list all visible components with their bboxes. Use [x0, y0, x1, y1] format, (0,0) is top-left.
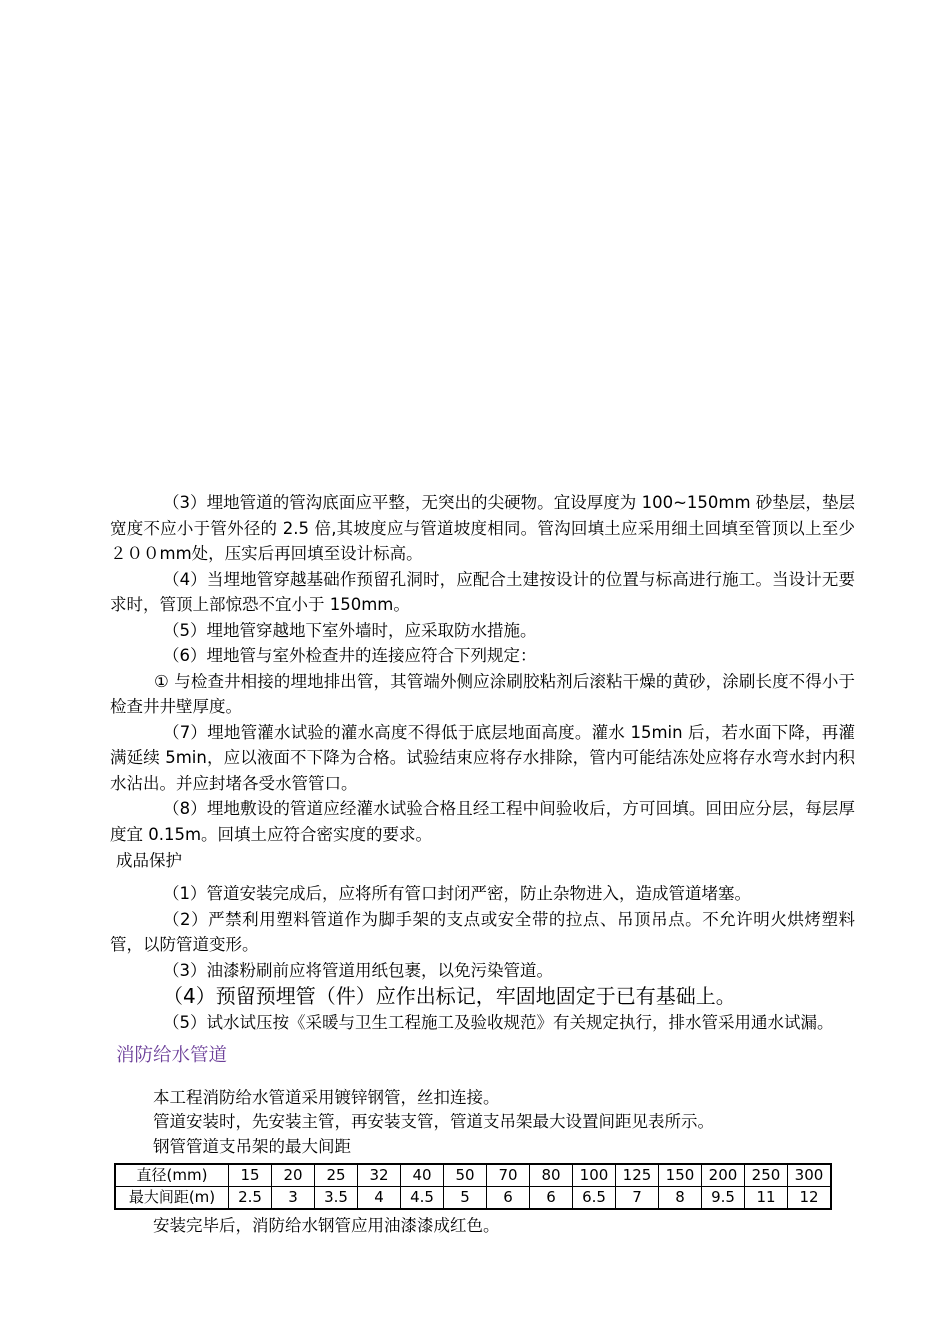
paragraph-8: （8）埋地敷设的管道应经灌水试验合格且经工程中间验收后，方可回填。回田应分层，每层厚度宜 0.15m。回填土应符合密实度的要求。 — [110, 799, 855, 844]
spacing-cell: 7 — [616, 1187, 659, 1210]
diameter-cell: 250 — [745, 1164, 788, 1187]
spacing-cell: 2.5 — [229, 1187, 272, 1210]
paragraph-3: （3）埋地管道的管沟底面应平整，无突出的尖硬物。宜设厚度为 100~150mm 砂垫层，垫层宽度不应小于管外径的 2.5 倍,其坡度应与管道坡度相同。管沟回填土应采用细土回填至管顶以上至少２００mm处，压实后再回填至设计标高。 — [110, 493, 855, 563]
diameter-cell: 40 — [401, 1164, 444, 1187]
spacing-cell: 9.5 — [702, 1187, 745, 1210]
fire-line-1: 本工程消防给水管道采用镀锌钢管，丝扣连接。 — [153, 1087, 500, 1107]
protection-item-2: （2）严禁利用塑料管道作为脚手架的支点或安全带的拉点、吊顶吊点。不允许明火烘烤塑料管，以防管道变形。 — [110, 909, 855, 954]
diameter-cell: 50 — [444, 1164, 487, 1187]
paragraph-4: （4）当埋地管穿越基础作预留孔洞时，应配合土建按设计的位置与标高进行施工。当设计无要求时，管顶上部惊恐不宜小于 150mm。 — [110, 569, 855, 614]
diameter-cell: 100 — [573, 1164, 616, 1187]
diameter-cell: 80 — [530, 1164, 573, 1187]
diameter-cell: 300 — [788, 1164, 832, 1187]
paragraph-7: （7）埋地管灌水试验的灌水高度不得低于底层地面高度。灌水 15min 后，若水面下降，再灌满延续 5min，应以液面不下降为合格。试验结束应将存水排除，管内可能结冻处应将存水弯水封内积水沾出。并应封堵各受水管管口。 — [110, 722, 855, 793]
paragraph-5: （5）埋地管穿越地下室外墙时，应采取防水措施。 — [163, 620, 537, 640]
table-row-diameter — [115, 1164, 831, 1187]
spacing-cell: 11 — [745, 1187, 788, 1210]
support-spacing-table — [114, 1163, 832, 1210]
spacing-cell: 4.5 — [401, 1187, 444, 1210]
paragraph-6: （6）埋地管与室外检查井的连接应符合下列规定： — [163, 646, 537, 665]
row-label-spacing: 最大间距(m) — [115, 1187, 229, 1210]
spacing-cell: 8 — [659, 1187, 702, 1210]
paragraph-6-item-1: ① 与检查井相接的埋地排出管，其管端外侧应涂刷胶粘剂后滚粘干燥的黄砂，涂刷长度不得小于检查井井壁厚度。 — [110, 671, 855, 716]
diameter-cell: 25 — [315, 1164, 358, 1187]
table-row-spacing — [115, 1187, 831, 1210]
spacing-cell: 4 — [358, 1187, 401, 1210]
spacing-cell: 6 — [487, 1187, 530, 1210]
spacing-cell: 3 — [272, 1187, 315, 1210]
diameter-cell: 20 — [272, 1164, 315, 1187]
protection-item-5: （5）试水试压按《采暖与卫生工程施工及验收规范》有关规定执行，排水管采用通水试漏。 — [163, 1013, 834, 1032]
protection-item-1: （1）管道安装完成后，应将所有管口封闭严密，防止杂物进入，造成管道堵塞。 — [163, 884, 751, 903]
protection-item-4: （4）预留预埋管（件）应作出标记，牢固地固定于已有基础上。 — [163, 984, 736, 1008]
row-label-diameter: 直径(mm) — [115, 1164, 229, 1187]
fire-after-note: 安装完毕后，消防给水钢管应用油漆漆成红色。 — [153, 1216, 500, 1235]
protection-item-3: （3）油漆粉刷前应将管道用纸包裹，以免污染管道。 — [163, 960, 553, 980]
spacing-cell: 6 — [530, 1187, 573, 1210]
spacing-cell: 5 — [444, 1187, 487, 1210]
diameter-cell: 70 — [487, 1164, 530, 1187]
spacing-cell: 3.5 — [315, 1187, 358, 1210]
spacing-cell: 12 — [788, 1187, 832, 1210]
fire-pipe-section-title: 消防给水管道 — [116, 1044, 228, 1066]
diameter-cell: 150 — [659, 1164, 702, 1187]
fire-line-2: 管道安装时，先安装主管，再安装支管，管道支吊架最大设置间距见表所示。 — [153, 1112, 714, 1131]
table-caption: 钢管管道支吊架的最大间距 — [153, 1136, 351, 1156]
spacing-cell: 6.5 — [573, 1187, 616, 1210]
protection-heading: 成品保护 — [116, 851, 182, 870]
support-spacing-table-wrap — [114, 1163, 855, 1210]
diameter-cell: 15 — [229, 1164, 272, 1187]
diameter-cell: 32 — [358, 1164, 401, 1187]
diameter-cell: 125 — [616, 1164, 659, 1187]
document-body — [110, 490, 855, 1239]
diameter-cell: 200 — [702, 1164, 745, 1187]
